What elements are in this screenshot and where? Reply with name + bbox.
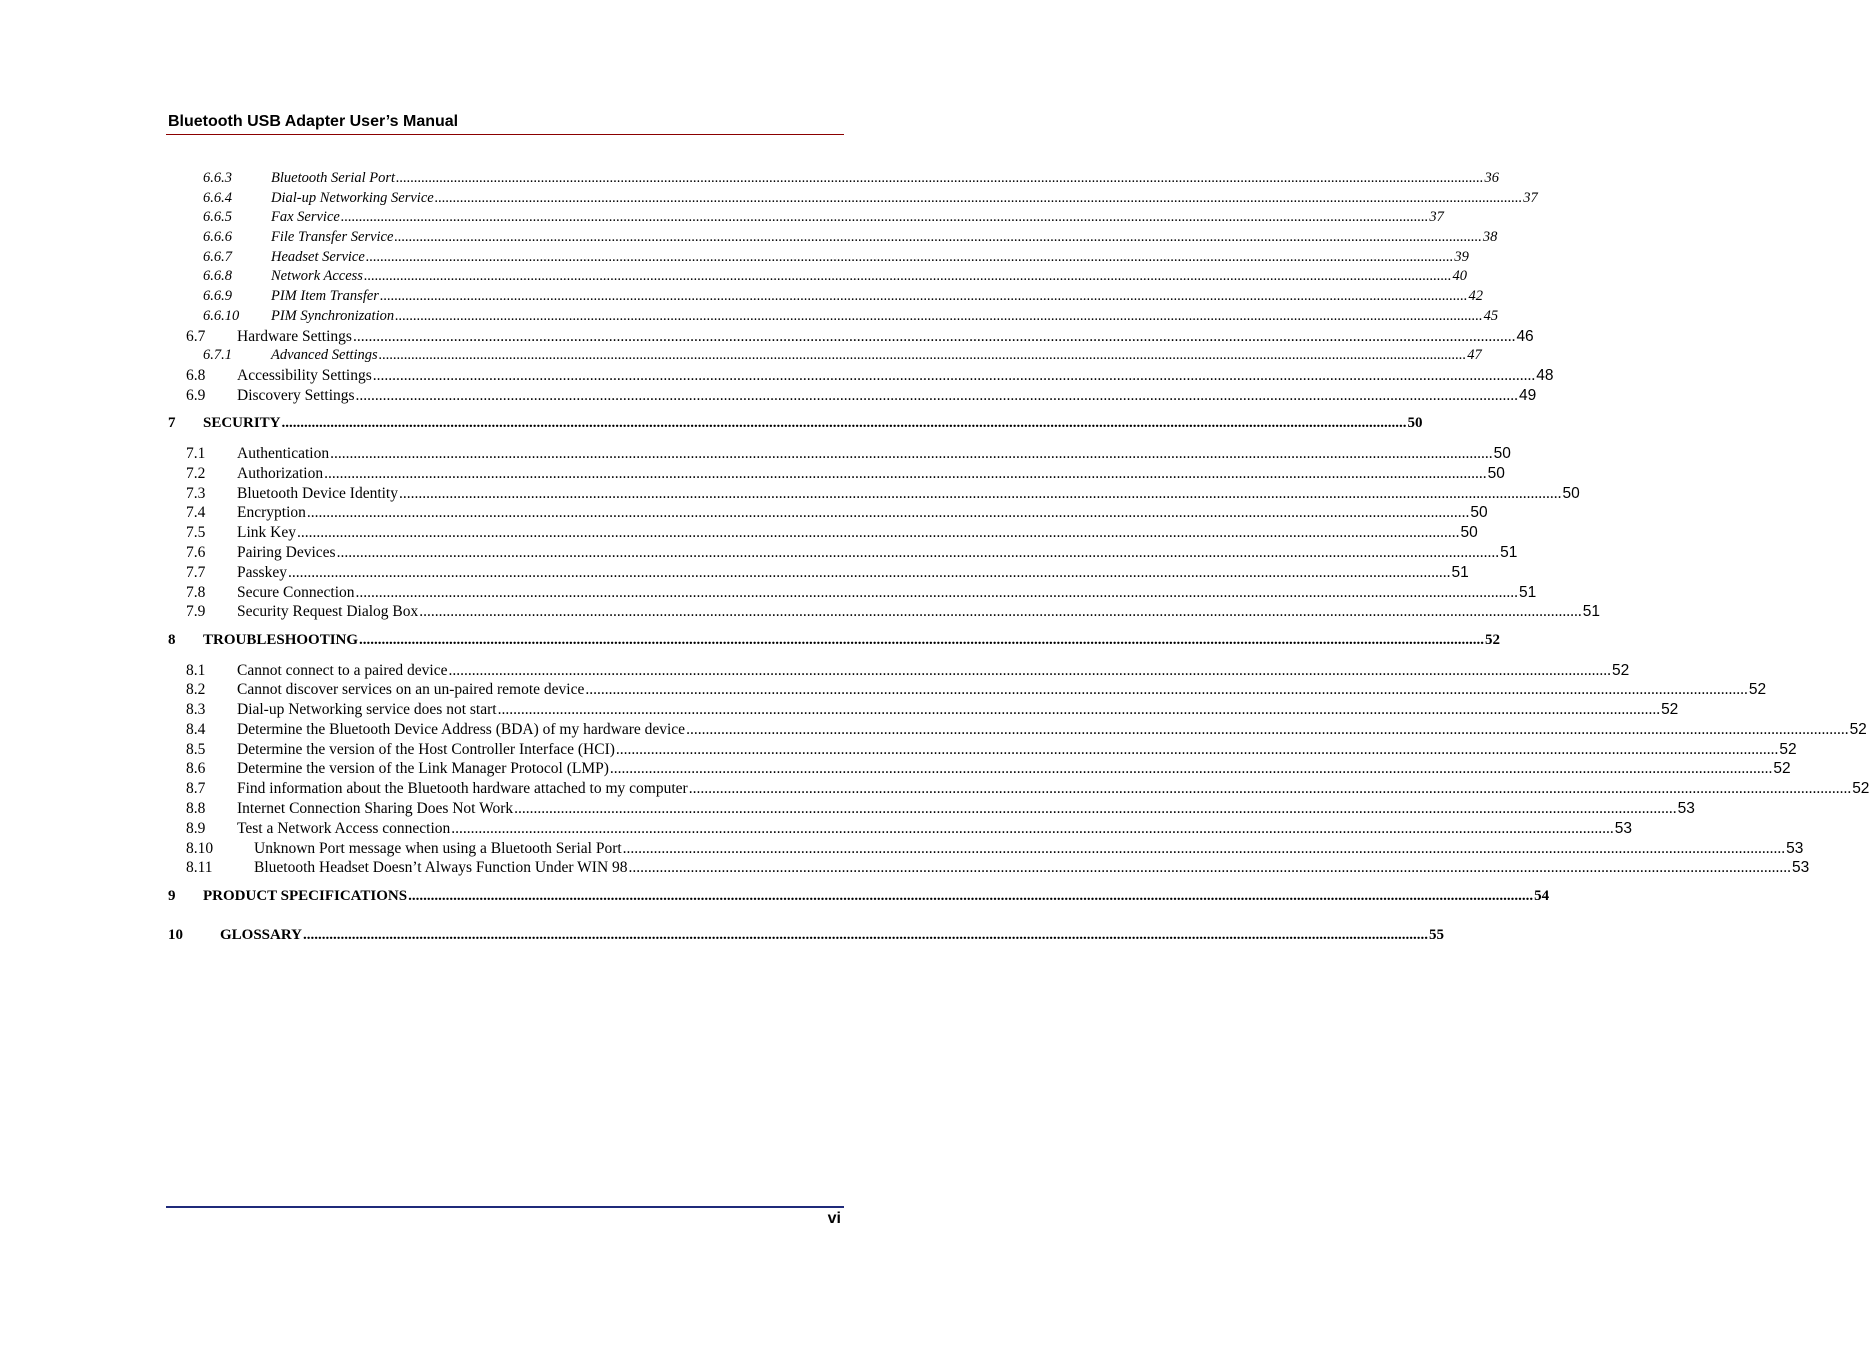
dot-leader: ............................................................................................................................................................................................................................................................................................................ (287, 564, 1451, 581)
toc-entry[interactable] (168, 584, 1537, 604)
toc-entry[interactable] (168, 367, 1554, 387)
toc-entry-page: 53 (1614, 820, 1633, 837)
toc-entry-page: 54 (1534, 888, 1550, 904)
toc-entry[interactable] (168, 465, 1505, 485)
toc-entry-title: Bluetooth Headset Doesn’t Always Function Under WIN 98 (254, 859, 628, 876)
dot-leader: ............................................................................................................................................................................................................................................................................................................ (451, 820, 1614, 837)
dot-leader: ............................................................................................................................................................................................................................................................................................................ (622, 840, 1786, 857)
dot-leader: ............................................................................................................................................................................................................................................................................................................ (686, 721, 1849, 738)
dot-leader: ............................................................................................................................................................................................................................................................................................................ (363, 268, 1452, 284)
toc-entry-page: 40 (1452, 268, 1467, 284)
toc-chapter-entry[interactable] (168, 927, 1444, 947)
toc-entry-page: 52 (1611, 662, 1630, 679)
toc-entry-title: Link Key (237, 524, 296, 541)
dot-leader: ............................................................................................................................................................................................................................................................................................................ (296, 524, 1460, 541)
toc-entry-title: Authentication (237, 445, 330, 462)
toc-entry[interactable] (168, 681, 1767, 701)
toc-entry[interactable] (168, 308, 1499, 328)
toc-entry-title: Headset Service (271, 249, 365, 265)
toc-entry-title: Find information about the Bluetooth hardware attached to my computer (237, 780, 688, 797)
dot-leader: ............................................................................................................................................................................................................................................................................................................ (394, 229, 1482, 245)
dot-leader: ............................................................................................................................................................................................................................................................................................................ (372, 367, 1536, 384)
toc-entry-page: 55 (1429, 927, 1444, 943)
dot-leader: ............................................................................................................................................................................................................................................................................................................ (585, 681, 1748, 698)
toc-entry-title: Network Access (271, 268, 363, 284)
toc-entry-page: 51 (1451, 564, 1469, 581)
toc-entry[interactable] (168, 741, 1797, 761)
toc-entry[interactable] (168, 564, 1469, 584)
toc-entry-number: 6.6.9 (203, 288, 232, 304)
dot-leader: ............................................................................................................................................................................................................................................................................................................ (379, 288, 1468, 304)
toc-entry-title: Passkey (237, 564, 287, 581)
toc-entry-title: Bluetooth Device Identity (237, 485, 398, 502)
toc-entry-title: Dial-up Networking Service (271, 190, 434, 206)
toc-entry[interactable] (168, 840, 1804, 860)
dot-leader: ............................................................................................................................................................................................................................................................................................................ (408, 888, 1534, 904)
toc-entry-page: 53 (1786, 840, 1804, 857)
toc-entry-number: 7.1 (186, 445, 206, 462)
toc-entry-page: 51 (1582, 603, 1600, 620)
toc-entry-page: 50 (1487, 465, 1505, 482)
dot-leader: ............................................................................................................................................................................................................................................................................................................ (378, 347, 1467, 363)
dot-leader: ............................................................................................................................................................................................................................................................................................................ (497, 701, 1661, 718)
toc-entry-title: Unknown Port message when using a Bluetooth Serial Port (254, 840, 622, 857)
toc-entry[interactable] (168, 288, 1483, 308)
dot-leader: ............................................................................................................................................................................................................................................................................................................ (359, 632, 1485, 648)
toc-entry-title: Bluetooth Serial Port (271, 170, 396, 186)
toc-entry-title: Cannot discover services on an un-paired remote device (237, 681, 585, 698)
toc-entry-page: 37 (1523, 190, 1538, 206)
toc-entry-number: 7 (168, 415, 176, 431)
dot-leader: ............................................................................................................................................................................................................................................................................................................ (324, 465, 1487, 482)
toc-entry[interactable] (168, 820, 1633, 840)
toc-entry-title: PIM Synchronization (271, 308, 395, 324)
toc-entry-number: 6.6.6 (203, 229, 232, 245)
toc-entry-number: 9 (168, 888, 176, 904)
toc-entry-number: 10 (168, 927, 183, 943)
toc-entry[interactable] (168, 229, 1498, 249)
toc-entry-number: 8 (168, 632, 176, 648)
toc-entry-page: 50 (1562, 485, 1580, 502)
toc-entry-title: Cannot connect to a paired device (237, 662, 448, 679)
toc-entry-page: 50 (1407, 415, 1423, 431)
toc-entry[interactable] (168, 800, 1695, 820)
toc-entry-number: 7.8 (186, 584, 206, 601)
toc-entry-number: 8.9 (186, 820, 206, 837)
dot-leader: ............................................................................................................................................................................................................................................................................................................ (448, 662, 1611, 679)
toc-entry-title: Determine the version of the Host Controller Interface (HCI) (237, 741, 615, 758)
toc-entry-number: 8.6 (186, 760, 206, 777)
toc-entry[interactable] (168, 721, 1867, 741)
toc-entry-title: Determine the Bluetooth Device Address (BDA) of my hardware device (237, 721, 686, 738)
dot-leader: ............................................................................................................................................................................................................................................................................................................ (365, 249, 1454, 265)
dot-leader: ............................................................................................................................................................................................................................................................................................................ (281, 415, 1407, 431)
toc-entry-title: Test a Network Access connection (237, 820, 451, 837)
toc-entry-number: 7.9 (186, 603, 206, 620)
toc-entry-page: 48 (1536, 367, 1554, 384)
toc-entry-number: 8.4 (186, 721, 206, 738)
dot-leader: ............................................................................................................................................................................................................................................................................................................ (330, 445, 1493, 462)
toc-entry-number: 8.8 (186, 800, 206, 817)
toc-entry[interactable] (168, 190, 1538, 210)
dot-leader: ............................................................................................................................................................................................................................................................................................................ (306, 504, 1470, 521)
toc-entry-title: Determine the version of the Link Manager Protocol (LMP) (237, 760, 609, 777)
toc-entry-number: 8.7 (186, 780, 206, 797)
toc-entry[interactable] (168, 544, 1518, 564)
toc-entry-page: 47 (1467, 347, 1482, 363)
dot-leader: ............................................................................................................................................................................................................................................................................................................ (352, 328, 1516, 345)
toc-entry[interactable] (168, 268, 1467, 288)
toc-entry-number: 6.7 (186, 328, 206, 345)
toc-entry[interactable] (168, 347, 1482, 367)
toc-entry-page: 52 (1748, 681, 1767, 698)
toc-entry-number: 6.7.1 (203, 347, 232, 363)
toc-entry-number: 8.3 (186, 701, 206, 718)
toc-entry[interactable] (168, 504, 1488, 524)
dot-leader: ............................................................................................................................................................................................................................................................................................................ (395, 308, 1483, 324)
toc-entry[interactable] (168, 859, 1810, 879)
page-number: vi (827, 1210, 841, 1227)
toc-entry-title: SECURITY (203, 415, 281, 431)
toc-entry-page: 51 (1519, 584, 1537, 601)
toc-entry-title: Internet Connection Sharing Does Not Work (237, 800, 514, 817)
dot-leader: ............................................................................................................................................................................................................................................................................................................ (609, 760, 1773, 777)
dot-leader: ............................................................................................................................................................................................................................................................................................................ (355, 584, 1519, 601)
toc-entry-number: 6.9 (186, 387, 206, 404)
document-header-title: Bluetooth USB Adapter User’s Manual (168, 113, 459, 130)
toc-entry-title: PIM Item Transfer (271, 288, 379, 304)
toc-entry-number: 8.2 (186, 681, 206, 698)
toc-entry[interactable] (168, 249, 1469, 269)
toc-entry[interactable] (168, 662, 1630, 682)
header-rule (166, 134, 844, 135)
dot-leader: ............................................................................................................................................................................................................................................................................................................ (355, 387, 1519, 404)
toc-entry-title: PRODUCT SPECIFICATIONS (203, 888, 408, 904)
toc-entry-number: 8.10 (186, 840, 214, 857)
toc-entry-number: 7.7 (186, 564, 206, 581)
toc-entry-number: 8.5 (186, 741, 206, 758)
toc-entry-title: Secure Connection (237, 584, 355, 601)
toc-entry-title: Discovery Settings (237, 387, 355, 404)
toc-entry-title: File Transfer Service (271, 229, 394, 245)
toc-entry[interactable] (168, 524, 1478, 544)
toc-entry[interactable] (168, 485, 1580, 505)
toc-entry-number: 6.6.5 (203, 209, 232, 225)
toc-entry[interactable] (168, 170, 1500, 190)
toc-entry-page: 39 (1454, 249, 1469, 265)
toc-entry[interactable] (168, 445, 1511, 465)
toc-entry-page: 52 (1773, 760, 1791, 777)
toc-entry-title: Accessibility Settings (237, 367, 372, 384)
dot-leader: ............................................................................................................................................................................................................................................................................................................ (434, 190, 1523, 206)
toc-entry-number: 6.6.7 (203, 249, 232, 265)
toc-entry-page: 52 (1779, 741, 1797, 758)
toc-entry-page: 53 (1792, 859, 1810, 876)
toc-entry-title: Advanced Settings (271, 347, 378, 363)
toc-entry-number: 8.11 (186, 859, 213, 876)
toc-entry-page: 52 (1661, 701, 1679, 718)
toc-entry-title: GLOSSARY (220, 927, 302, 943)
dot-leader: ............................................................................................................................................................................................................................................................................................................ (628, 859, 1792, 876)
toc-chapter-entry[interactable] (168, 888, 1550, 908)
toc-entry-title: Security Request Dialog Box (237, 603, 419, 620)
toc-entry-number: 7.6 (186, 544, 206, 561)
toc-entry-title: Encryption (237, 504, 306, 521)
toc-entry[interactable] (168, 603, 1600, 623)
toc-entry-page: 45 (1483, 308, 1499, 324)
toc-chapter-entry[interactable] (168, 632, 1501, 652)
toc-entry-title: Pairing Devices (237, 544, 336, 561)
toc-entry-page: 51 (1500, 544, 1518, 561)
toc-entry-title: Authorization (237, 465, 324, 482)
toc-entry-page: 37 (1429, 209, 1444, 225)
toc-entry-page: 46 (1516, 328, 1534, 345)
dot-leader: ............................................................................................................................................................................................................................................................................................................ (336, 544, 1500, 561)
toc-entry-number: 7.5 (186, 524, 206, 541)
toc-entry-title: Fax Service (271, 209, 340, 225)
toc-entry-page: 52 (1849, 721, 1867, 738)
toc-entry-page: 50 (1493, 445, 1511, 462)
toc-entry-title: Dial-up Networking service does not start (237, 701, 497, 718)
toc-entry[interactable] (168, 760, 1791, 780)
toc-entry-number: 6.8 (186, 367, 206, 384)
dot-leader: ............................................................................................................................................................................................................................................................................................................ (688, 780, 1852, 797)
dot-leader: ............................................................................................................................................................................................................................................................................................................ (399, 485, 1562, 502)
toc-entry-page: 50 (1470, 504, 1488, 521)
footer-rule (166, 1206, 844, 1208)
toc-entry-number: 8.1 (186, 662, 206, 679)
toc-entry-page: 52 (1485, 632, 1501, 648)
toc-entry-page: 36 (1484, 170, 1500, 186)
toc-entry-page: 52 (1852, 780, 1869, 797)
toc-entry[interactable] (168, 328, 1534, 348)
toc-entry-number: 6.6.8 (203, 268, 232, 284)
toc-entry-number: 7.4 (186, 504, 206, 521)
toc-entry-page: 38 (1482, 229, 1498, 245)
toc-entry-number: 6.6.10 (203, 308, 240, 324)
toc-entry-page: 53 (1677, 800, 1695, 817)
toc-entry-number: 7.2 (186, 465, 206, 482)
toc-entry[interactable] (168, 209, 1444, 229)
toc-entry[interactable] (168, 780, 1869, 800)
dot-leader: ............................................................................................................................................................................................................................................................................................................ (340, 209, 1429, 225)
toc-entry[interactable] (168, 387, 1537, 407)
toc-entry-page: 50 (1460, 524, 1478, 541)
dot-leader: ............................................................................................................................................................................................................................................................................................................ (514, 800, 1677, 817)
toc-entry-page: 42 (1468, 288, 1483, 304)
toc-entry-number: 6.6.3 (203, 170, 232, 186)
dot-leader: ............................................................................................................................................................................................................................................................................................................ (419, 603, 1582, 620)
toc-entry-title: Hardware Settings (237, 328, 352, 345)
dot-leader: ............................................................................................................................................................................................................................................................................................................ (396, 170, 1484, 186)
toc-entry-number: 6.6.4 (203, 190, 232, 206)
toc-entry-number: 7.3 (186, 485, 206, 502)
toc-entry-title: TROUBLESHOOTING (203, 632, 359, 648)
toc-chapter-entry[interactable] (168, 415, 1423, 435)
dot-leader: ............................................................................................................................................................................................................................................................................................................ (615, 741, 1779, 758)
dot-leader: ............................................................................................................................................................................................................................................................................................................ (303, 927, 1428, 943)
toc-entry-page: 49 (1519, 387, 1537, 404)
toc-entry[interactable] (168, 701, 1679, 721)
